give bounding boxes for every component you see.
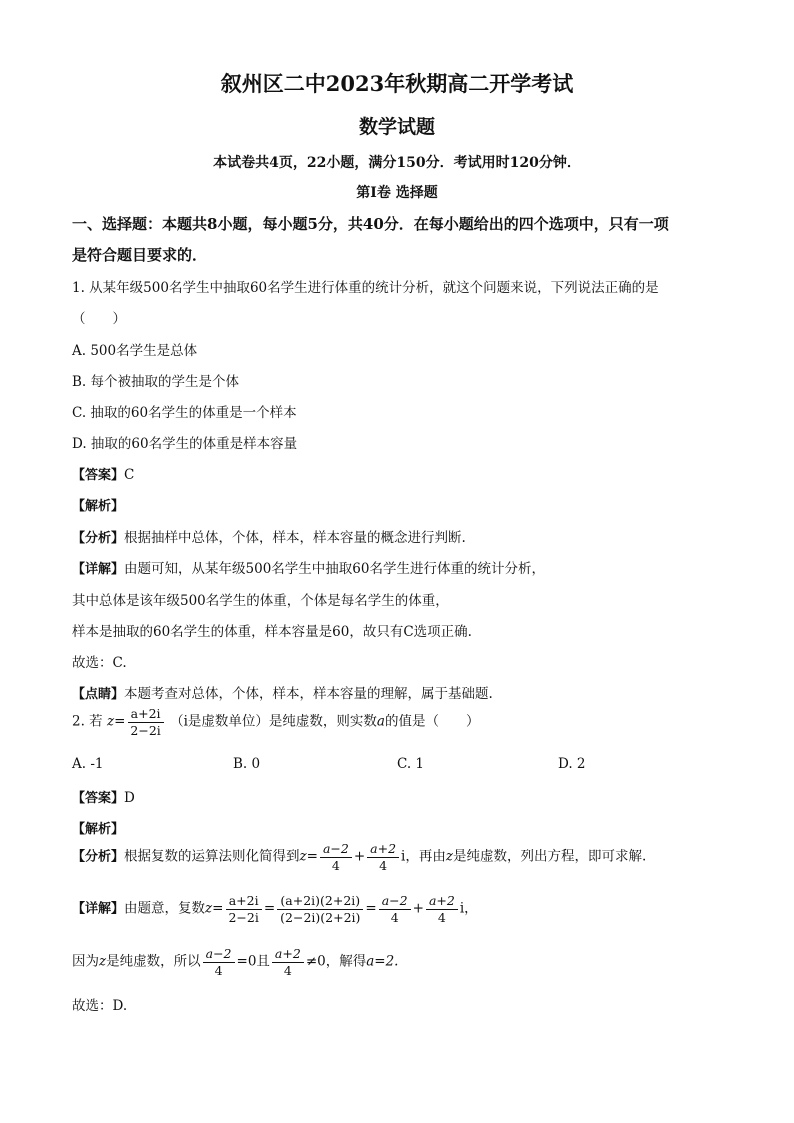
q1-option-d: D. 抽取的60名学生的体重是样本容量	[72, 436, 298, 452]
q1-dianjing	[72, 682, 493, 702]
answer-tag: 【答案】	[72, 468, 125, 483]
fraction-numerator: a+2	[272, 946, 304, 963]
fraction-denominator: 2−2i	[130, 722, 161, 738]
var-z: z	[445, 848, 453, 865]
fraction-denominator: (2−2i)(2+2i)	[280, 909, 361, 925]
fraction-numerator: (a+2i)(2+2i)	[277, 893, 363, 910]
page-subtitle: 数学试题	[358, 116, 435, 138]
fraction-denominator: 4	[379, 857, 388, 873]
equals-sign: =	[263, 900, 276, 917]
answer-tag: 【答案】	[72, 791, 125, 806]
fraction-denominator: 4	[214, 962, 223, 978]
imaginary-unit: i	[459, 900, 465, 917]
q2-stem-end: 的值是（ ）	[384, 713, 480, 730]
q2-option-a: A. -1	[72, 756, 104, 772]
q2-answer	[72, 787, 135, 806]
dianjing-tag: 【点睛】	[72, 687, 125, 702]
fraction-numerator: a+2i	[226, 893, 262, 910]
q1-option-a: A. 500名学生是总体	[72, 343, 198, 359]
fraction-numerator: a+2i	[128, 706, 164, 723]
fraction-numerator: a−2	[203, 946, 235, 963]
q2-fenxi	[72, 841, 646, 873]
q2-stem-suffix: （i是虚数单位）是纯虚数，则实数	[170, 713, 377, 730]
comma: ，	[464, 900, 478, 917]
q1-option-c: C. 抽取的60名学生的体重是一个样本	[72, 405, 297, 421]
fraction-a-minus-2	[320, 841, 352, 873]
cond-eq0: =0且	[236, 953, 270, 970]
q2-condition	[72, 946, 398, 978]
cond-fraction-1	[203, 946, 235, 978]
q2-xiangjie	[72, 893, 478, 925]
fraction-a-plus-2	[367, 841, 399, 873]
exam-info: 本试卷共4页，22小题，满分150分．考试用时120分钟．	[213, 155, 581, 171]
xiangjie-text: 由题可知，从某年级500名学生中抽取60名学生进行体重的统计分析，	[124, 561, 545, 577]
q1-detail-line-2: 其中总体是该年级500名学生的体重，个体是每名学生的体重，	[72, 593, 449, 609]
q2-option-c: C. 1	[397, 756, 425, 772]
section-heading: 第I卷 选择题	[356, 185, 438, 201]
equals-sign: =	[306, 848, 318, 865]
equals-sign: =	[212, 900, 224, 917]
detail-fraction-3	[379, 893, 411, 925]
fraction-numerator: a+2	[426, 893, 458, 910]
q2-option-d: D. 2	[558, 756, 586, 772]
q2-analysis-tag	[72, 818, 124, 837]
fraction-numerator: a+2	[367, 841, 399, 858]
plus-sign: +	[353, 848, 366, 865]
q2-conclusion: 故选：D.	[72, 998, 128, 1014]
q1-xiangjie	[72, 557, 545, 577]
page-title: 叙州区二中2023年秋期高二开学考试	[220, 71, 574, 96]
q2-stem	[72, 706, 479, 738]
xiangjie-tag: 【详解】	[72, 901, 125, 917]
fraction-numerator: a−2	[379, 893, 411, 910]
fraction-denominator: 4	[390, 909, 399, 925]
xiangjie-tag: 【详解】	[72, 562, 125, 577]
q1-stem: 1. 从某年级500名学生中抽取60名学生进行体重的统计分析，就这个问题来说，下列说法正确的是	[72, 280, 659, 296]
analysis-tag: 【解析】	[72, 499, 125, 514]
q1-option-b: B. 每个被抽取的学生是个体	[72, 374, 240, 390]
var-z: z	[106, 713, 115, 730]
cond-result: a=2.	[366, 953, 399, 970]
var-z: z	[299, 848, 307, 865]
instructions-line-2: 是符合题目要求的．	[72, 246, 208, 264]
dianjing-text: 本题考查对总体，个体，样本，样本容量的理解，属于基础题.	[124, 686, 493, 702]
answer-value: D	[124, 790, 135, 806]
q1-conclusion: 故选：C.	[72, 655, 127, 671]
cond-fraction-2	[272, 946, 304, 978]
q1-analysis-tag	[72, 495, 124, 514]
fraction-denominator: 2−2i	[228, 909, 259, 925]
fraction-numerator: a−2	[320, 841, 352, 858]
equals-sign: =	[114, 713, 126, 730]
q1-paren: （ ）	[72, 311, 126, 327]
detail-fraction-4	[426, 893, 458, 925]
fraction-denominator: 4	[331, 857, 340, 873]
var-a: a	[376, 713, 385, 730]
fraction-denominator: 4	[283, 962, 292, 978]
var-z: z	[205, 900, 213, 917]
fenxi-suffix: 是纯虚数，列出方程，即可求解.	[453, 848, 647, 865]
var-z: z	[99, 953, 107, 970]
fenxi-mid: ，再由	[405, 848, 446, 865]
plus-sign: +	[412, 900, 424, 917]
cond-mid: 是纯虚数，所以	[106, 953, 201, 970]
equals-sign: =	[365, 900, 377, 917]
fenxi-tag: 【分析】	[72, 849, 125, 865]
q2-stem-prefix: 2. 若	[72, 713, 103, 730]
xiangjie-prefix: 由题意，复数	[124, 900, 206, 917]
q1-answer	[72, 464, 134, 483]
fenxi-prefix: 根据复数的运算法则化简得到	[124, 848, 300, 865]
cond-solve: ，解得	[325, 953, 367, 970]
cond-ne0: ≠0	[305, 953, 326, 970]
analysis-tag: 【解析】	[72, 822, 125, 837]
detail-fraction-2	[277, 893, 363, 925]
q1-fenxi	[72, 526, 466, 546]
imaginary-unit: i	[401, 848, 406, 865]
cond-prefix: 因为	[72, 953, 99, 970]
q2-stem-fraction	[127, 706, 163, 738]
q2-option-b: B. 0	[233, 756, 261, 772]
answer-value: C	[124, 467, 135, 483]
detail-fraction-1	[225, 893, 261, 925]
instructions-line-1: 一、选择题：本题共8小题，每小题5分，共40分．在每小题给出的四个选项中，只有一项	[72, 215, 669, 233]
fenxi-tag: 【分析】	[72, 531, 125, 546]
q1-detail-line-3: 样本是抽取的60名学生的体重，样本容量是60，故只有C选项正确.	[72, 624, 472, 640]
fenxi-text: 根据抽样中总体，个体，样本，样本容量的概念进行判断.	[124, 530, 466, 546]
fraction-denominator: 4	[437, 909, 446, 925]
